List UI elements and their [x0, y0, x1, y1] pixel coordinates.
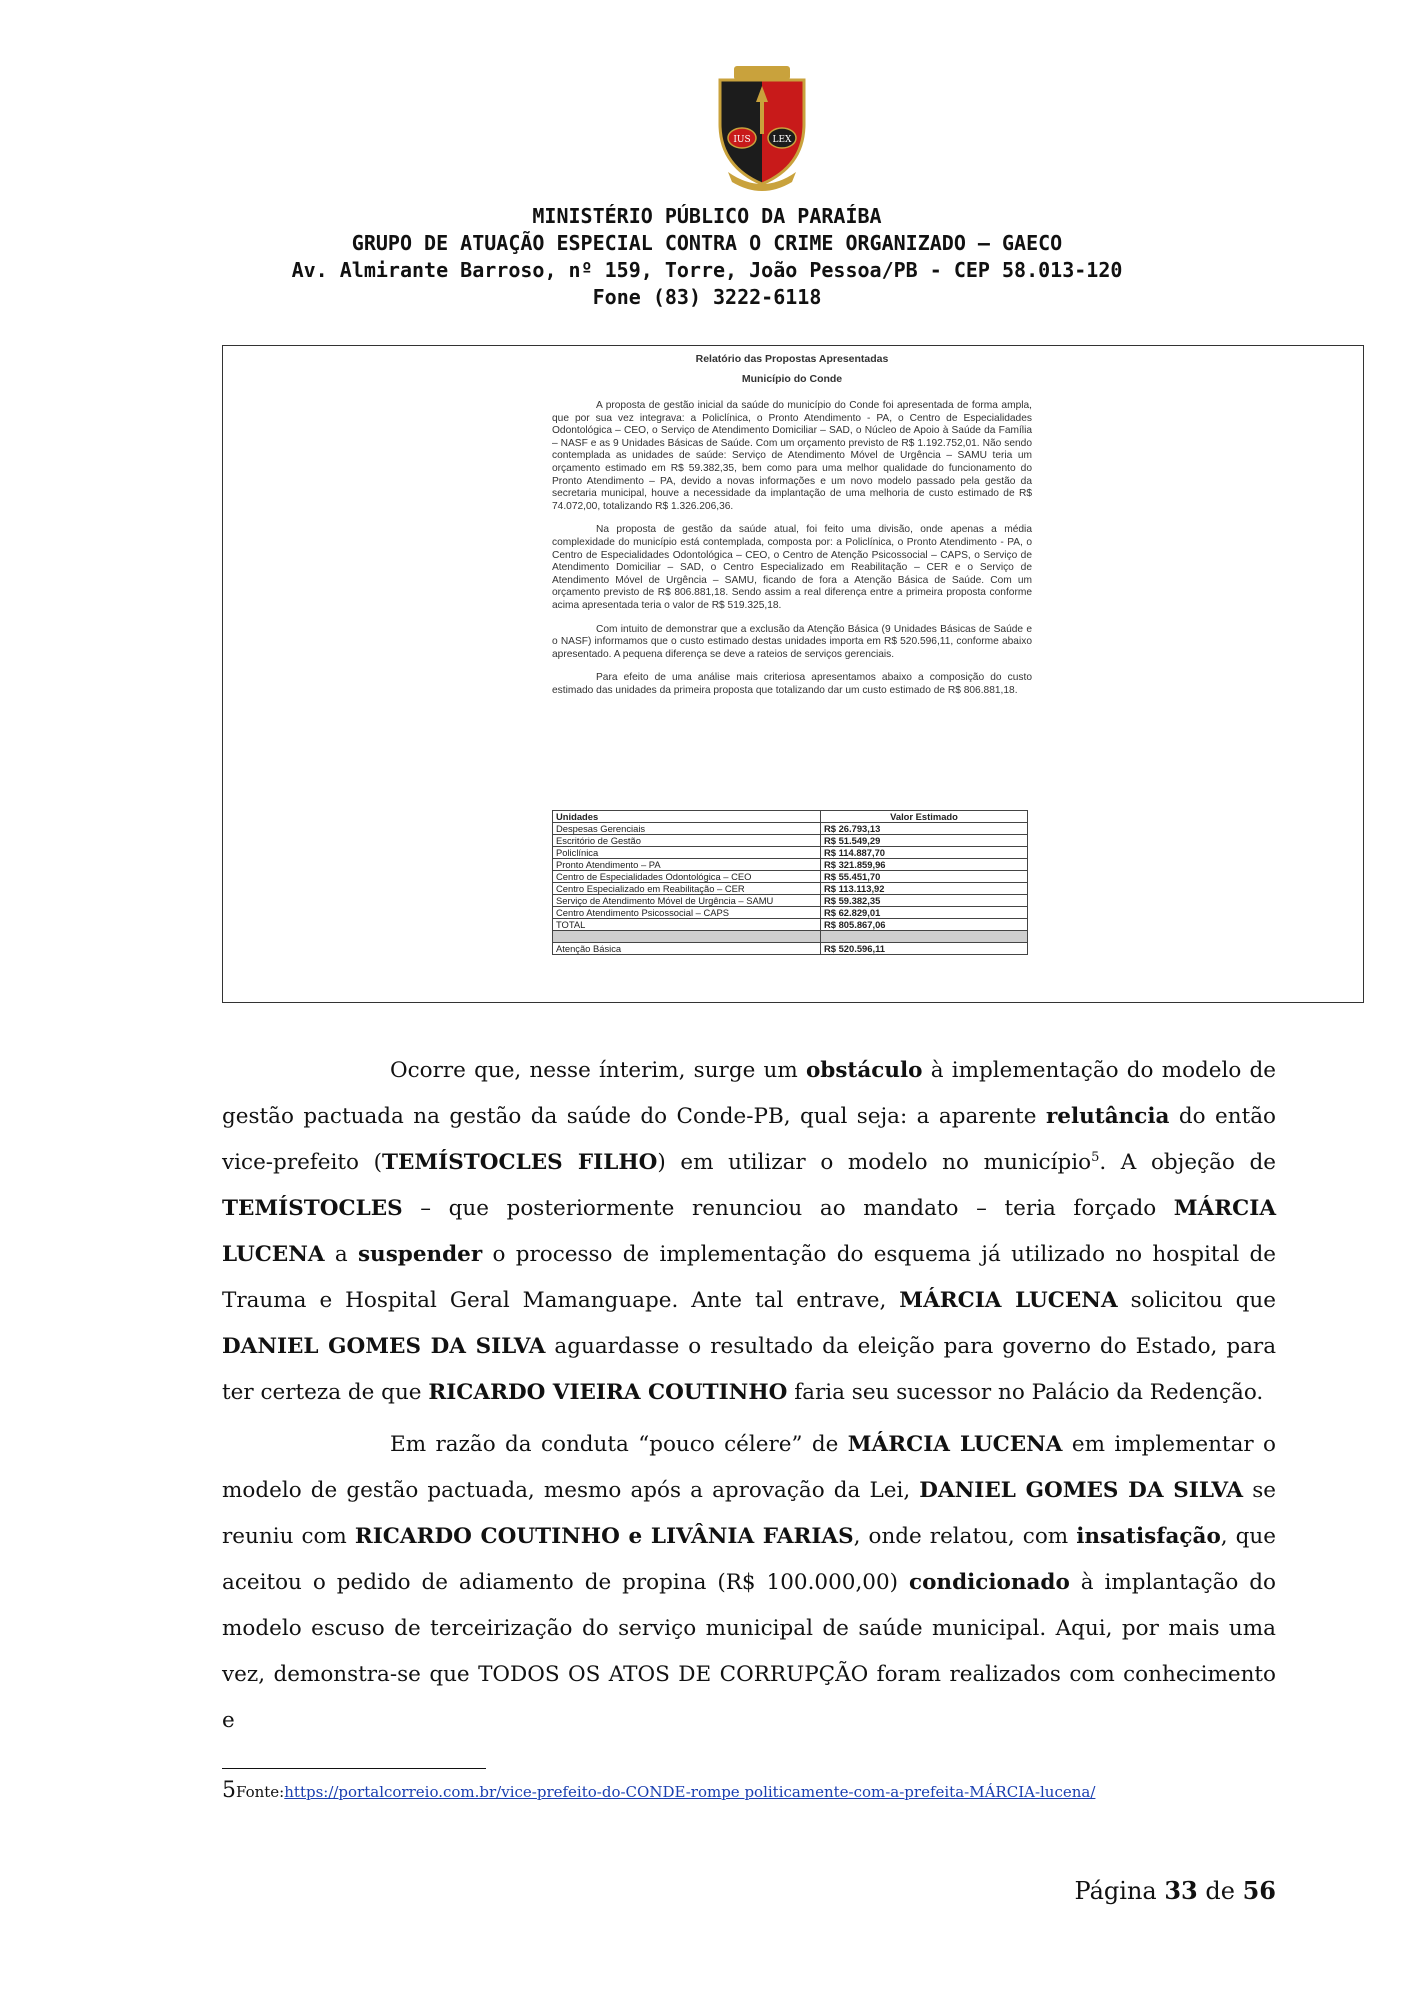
header-phone: Fone (83) 3222-6118 — [592, 285, 822, 309]
table-cell-value: R$ 321.859,96 — [821, 859, 1028, 871]
table-cell-unit: Policlínica — [553, 847, 821, 859]
table-cell-value: R$ 55.451,70 — [821, 871, 1028, 883]
table-row — [553, 907, 1028, 919]
table-row — [553, 883, 1028, 895]
table-cell-value: R$ 51.549,29 — [821, 835, 1028, 847]
table-header-units: Unidades — [553, 811, 821, 823]
footnote-separator — [222, 1768, 486, 1769]
table-row — [553, 835, 1028, 847]
table-row — [553, 943, 1028, 955]
table-cell-value: R$ 26.793,13 — [821, 823, 1028, 835]
emblem-left-text: IUS — [733, 135, 751, 145]
header-institution: MINISTÉRIO PÚBLICO DA PARAÍBA — [532, 204, 882, 228]
page-total: 56 — [1242, 1876, 1276, 1905]
table-cell-value: R$ 113.113,92 — [821, 883, 1028, 895]
report-paragraph: Para efeito de uma análise mais criteriosa apresentamos abaixo a composição do custo estimado das unidades da primeira proposta que totalizando dar um custo estimado de R$ 806.881,18. — [552, 672, 1032, 696]
table-cell-unit: Centro de Especialidades Odontológica – CEO — [553, 871, 821, 883]
table-cell-value: R$ 62.829,01 — [821, 907, 1028, 919]
page-current: 33 — [1164, 1876, 1198, 1905]
table-cell-unit: Pronto Atendimento – PA — [553, 859, 821, 871]
body-paragraph-1: Ocorre que, nesse ínterim, surge um obstáculo à implementação do modelo de gestão pactuada na gestão da saúde do Conde-PB, qual seja: a aparente relutância do então vice-prefeito (TEMÍSTOCLES FILHO) em utilizar o modelo no município$^5$. A objeção de TEMÍSTOCLES – que posteriormente renunciou ao mandato – teria forçado MÁRCIA LUCENA a suspender o processo de implementação do esquema já utilizado no hospital de Trauma e Hospital Geral Mamanguape. Ante tal entrave, MÁRCIA LUCENA solicitou que DANIEL GOMES DA SILVA aguardasse o resultado da eleição para governo do Estado, para ter certeza de que RICARDO VIEIRA COUTINHO faria seu sucessor no Palácio da Redenção. — [222, 1058, 1277, 1405]
header-address: Av. Almirante Barroso, nº 159, Torre, João Pessoa/PB - CEP 58.013-120 — [291, 258, 1123, 282]
table-row — [553, 919, 1028, 931]
ministry-emblem — [710, 62, 814, 194]
table-row — [553, 871, 1028, 883]
report-subtitle: Município do Conde — [741, 373, 843, 385]
table-row — [553, 847, 1028, 859]
report-paragraph: Com intuito de demonstrar que a exclusão da Atenção Básica (9 Unidades Básicas de Saúde e o NASF) informamos que o custo estimado destas unidades importa em R$ 520.596,11, conforme abaixo apresentado. A pequena diferença se deve a rateios de serviços gerenciais. — [552, 623, 1032, 660]
table-cell-value: R$ 805.867,06 — [821, 919, 1028, 931]
document-body — [222, 1048, 1276, 1744]
table-cell-unit: Centro Especializado em Reabilitação – CER — [553, 883, 821, 895]
footnote-number: 5 — [222, 1778, 236, 1803]
report-paragraph: A proposta de gestão inicial da saúde do município do Conde foi apresentada de forma ampla, que por sua vez integrava: a Policlínica, o Pronto Atendimento - PA, o Centro de Especialidades Odontológica – CEO, o Serviço de Atendimento Domiciliar – SAD, o Núcleo de Apoio à Saúde da Família – NASF e as 9 Unidades Básicas de Saúde. Com um orçamento previsto de R$ 1.192.752,01. Não sendo contemplada as unidades de saúde: Serviço de Atendimento Móvel de Urgência – SAMU teria um orçamento estimado em R$ 59.382,35, bem como para uma melhor qualidade do funcionamento do Pronto Atendimento – PA, devido a novas informações e um novo modelo passado pela gestão da secretaria municipal, houve a necessidade da implantação de uma melhoria de custo estimado de R$ 74.072,00, totalizando R$ 1.326.206,36. — [552, 400, 1032, 512]
cost-table — [552, 810, 1028, 955]
table-cell-unit: Atenção Básica — [553, 943, 821, 955]
table-cell-value: R$ 114.887,70 — [821, 847, 1028, 859]
table-cell-unit: Serviço de Atendimento Móvel de Urgência – SAMU — [553, 895, 821, 907]
report-paragraph: Na proposta de gestão da saúde atual, foi feito uma divisão, onde apenas a média complexidade do município está contemplada, composta por: a Policlínica, o Pronto Atendimento - PA, o Centro de Especialidades Odontológica – CEO, o Centro de Atenção Psicossocial – CAPS, o Serviço de Atendimento Domiciliar – SAD, o Centro Especializado em Reabilitação – CER e o Serviço de Atendimento Móvel de Urgência – SAMU, ficando de fora a Atenção Básica de Saúde. Com um orçamento previsto de R$ 806.881,18. Sendo assim a real diferença entre a primeira proposta conforme acima apresentada teria o valor de R$ 519.325,18. — [552, 524, 1032, 611]
table-cell-unit: Escritório de Gestão — [553, 835, 821, 847]
table-header-row — [553, 811, 1028, 823]
table-row — [553, 859, 1028, 871]
emblem-right-text: LEX — [772, 135, 792, 145]
report-title: Relatório das Propostas Apresentadas — [695, 353, 889, 365]
table-cell-unit: TOTAL — [553, 919, 821, 931]
table-cell-unit: Despesas Gerenciais — [553, 823, 821, 835]
table-gap-row — [553, 931, 1028, 943]
footnote-link[interactable]: https://portalcorreio.com.br/vice-prefeito-do-CONDE-rompe politicamente-com-a-prefeita-MÁRCIA-lucena/ — [284, 1783, 1096, 1801]
table-row — [553, 895, 1028, 907]
table-cell-value: R$ 59.382,35 — [821, 895, 1028, 907]
table-header-value: Valor Estimado — [821, 811, 1028, 823]
header-group: GRUPO DE ATUAÇÃO ESPECIAL CONTRA O CRIME ORGANIZADO – GAECO — [351, 231, 1063, 255]
table-row — [553, 823, 1028, 835]
table-cell-unit: Centro Atendimento Psicossocial – CAPS — [553, 907, 821, 919]
body-paragraph-2: Em razão da conduta “pouco célere” de MÁRCIA LUCENA em implementar o modelo de gestão pactuada, mesmo após a aprovação da Lei, DANIEL GOMES DA SILVA se reuniu com RICARDO COUTINHO e LIVÂNIA FARIAS, onde relatou, com insatisfação, que aceitou o pedido de adiamento de propina (R$ 100.000,00) condicionado à implantação do modelo escuso de terceirização do serviço municipal de saúde municipal. Aqui, por mais uma vez, demonstra-se que TODOS OS ATOS DE CORRUPÇÃO foram realizados com conhecimento e — [222, 1432, 1277, 1733]
embedded-report — [552, 352, 1032, 708]
footnote — [222, 1778, 1095, 1803]
footnote-label: Fonte: — [236, 1783, 285, 1801]
document-header — [0, 203, 1414, 311]
table-cell-value: R$ 520.596,11 — [821, 943, 1028, 955]
page-number: Página 33 de 56 — [1074, 1876, 1276, 1905]
footnote-reference[interactable]: 5 — [1091, 1149, 1100, 1165]
